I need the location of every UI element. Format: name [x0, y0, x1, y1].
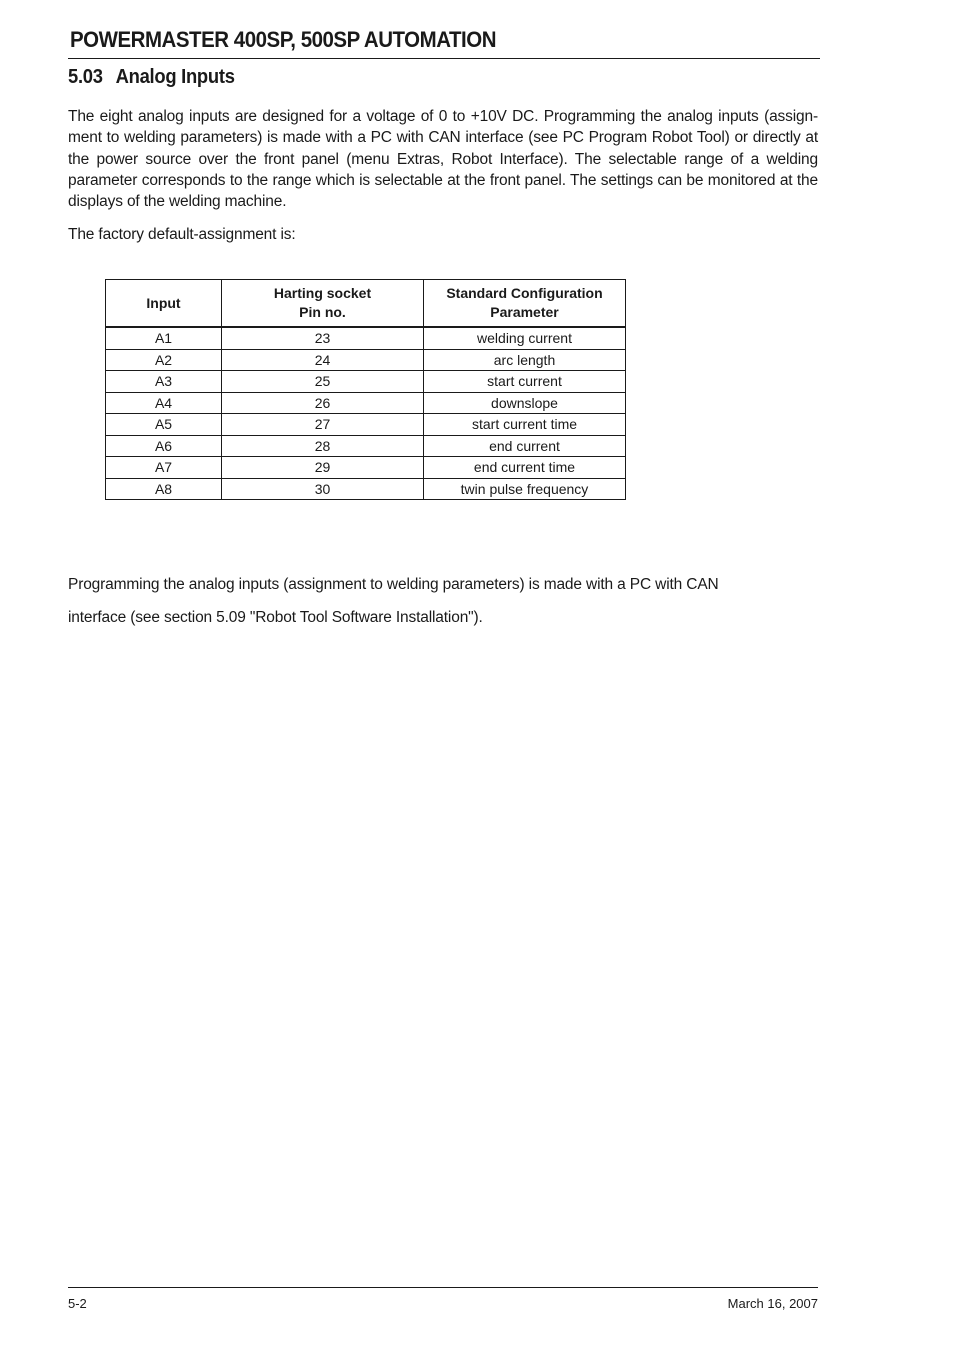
table-row — [106, 327, 626, 349]
cell-pin: 26 — [222, 392, 424, 414]
cell-input: A5 — [106, 414, 222, 436]
table-row — [106, 349, 626, 371]
cell-parameter: end current time — [424, 457, 626, 479]
cell-pin: 30 — [222, 478, 424, 500]
table-row — [106, 392, 626, 414]
table-row — [106, 478, 626, 500]
cell-input: A1 — [106, 327, 222, 349]
programming-note-line-2: interface (see section 5.09 "Robot Tool Software Installation"). — [68, 609, 483, 626]
table-row — [106, 457, 626, 479]
cell-parameter: twin pulse frequency — [424, 478, 626, 500]
cell-parameter: downslope — [424, 392, 626, 414]
cell-parameter: end current — [424, 435, 626, 457]
analog-input-table — [105, 279, 626, 500]
page-number: 5-2 — [68, 1296, 87, 1311]
cell-parameter: welding current — [424, 327, 626, 349]
default-assignment-label: The factory default-assignment is: — [68, 226, 296, 243]
cell-parameter: arc length — [424, 349, 626, 371]
cell-parameter: start current — [424, 371, 626, 393]
section-heading — [68, 66, 235, 89]
cell-input: A3 — [106, 371, 222, 393]
cell-pin: 29 — [222, 457, 424, 479]
cell-input: A4 — [106, 392, 222, 414]
column-header-input: Input — [106, 280, 222, 328]
header-divider — [68, 58, 820, 59]
section-number: 5.03 — [68, 66, 103, 88]
footer-divider — [68, 1287, 818, 1288]
table-row — [106, 414, 626, 436]
table-row — [106, 435, 626, 457]
cell-input: A6 — [106, 435, 222, 457]
table-header-row — [106, 280, 626, 328]
document-date: March 16, 2007 — [727, 1296, 818, 1311]
cell-input: A7 — [106, 457, 222, 479]
column-header-parameter: Standard Configuration Parameter — [424, 280, 626, 328]
table-row — [106, 371, 626, 393]
programming-note-line-1: Programming the analog inputs (assignment to welding parameters) is made with a PC with CAN — [68, 576, 719, 593]
intro-paragraph: The eight analog inputs are designed for a voltage of 0 to +10V DC. Programming the analog inputs (assign-ment to welding parameters) is made with a PC with CAN interface (see PC Program Robot Tool) or directly at the power source over the front panel (menu Extras, Robot Interface). The selectable range of a welding parameter corresponds to the range which is selectable at the front panel. The settings can be monitored at the displays of the welding machine. — [68, 108, 818, 211]
cell-parameter: start current time — [424, 414, 626, 436]
document-title: POWERMASTER 400SP, 500SP AUTOMATION — [70, 27, 497, 52]
cell-input: A8 — [106, 478, 222, 500]
cell-input: A2 — [106, 349, 222, 371]
cell-pin: 23 — [222, 327, 424, 349]
section-title: Analog Inputs — [115, 66, 235, 88]
cell-pin: 28 — [222, 435, 424, 457]
column-header-pin: Harting socket Pin no. — [222, 280, 424, 328]
cell-pin: 25 — [222, 371, 424, 393]
programming-note — [68, 568, 818, 634]
cell-pin: 27 — [222, 414, 424, 436]
cell-pin: 24 — [222, 349, 424, 371]
